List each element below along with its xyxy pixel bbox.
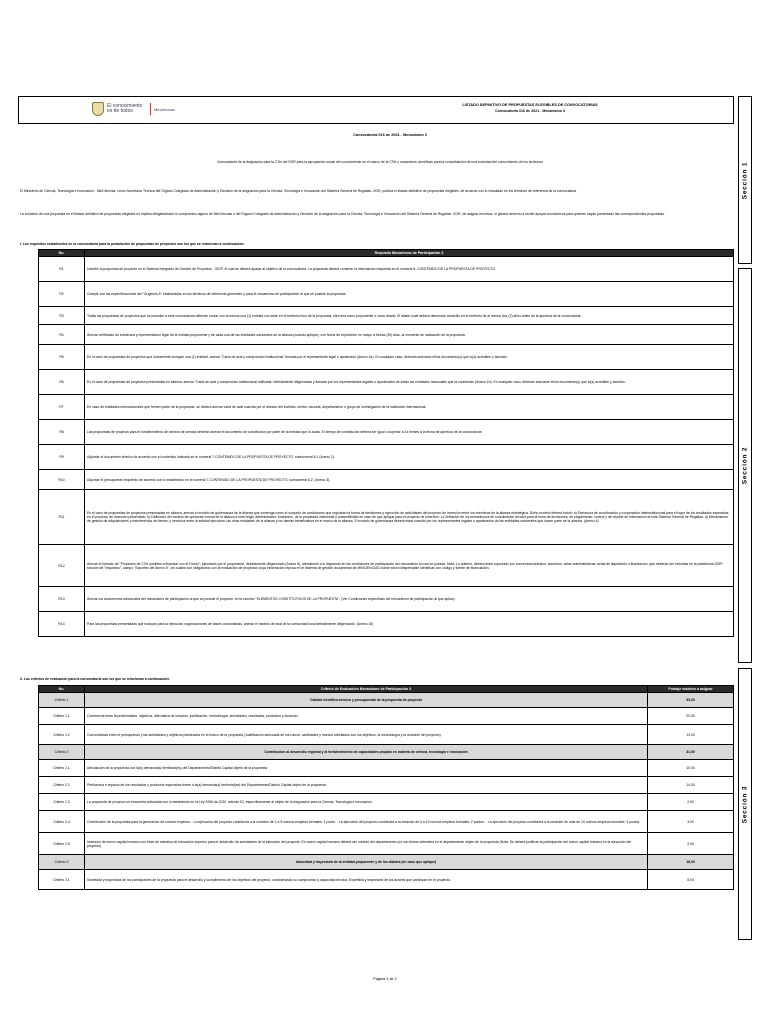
criterion-row — [39, 708, 734, 725]
requirement-id: R12 — [39, 545, 85, 587]
document-subtitle: Convocatoria 016 de 2021 - Mecanismo 3 — [495, 109, 565, 113]
criterion-points: 8,00 — [648, 870, 734, 890]
criterion-text: Pertinencia e impacto de los resultados y productos esperados frente a la(s) demanda(s) territorial(es) del Departamento/Distrito Capital objeto de la propuesta — [85, 777, 648, 794]
requirement-row — [39, 587, 734, 612]
call-description: Convocatoria de la Asignación para la CTeI del SGR para la apropiación social del conocimiento en el marco de la CTeI y vocaciones científicas para la consolidación de una sociedad del conocimiento de los territorios — [217, 160, 543, 164]
requirement-row — [39, 445, 734, 470]
criterion-points: 2,00 — [648, 833, 734, 855]
requirement-id: R4 — [39, 325, 85, 345]
requirement-row — [39, 370, 734, 395]
criterion-text: Articulación de la propuesta con la(s) demanda(s) territorial(es) del Departamento/Distrito Capital objeto de la propuesta — [85, 760, 648, 777]
requirement-row — [39, 345, 734, 370]
criterion-text: Contribución al desarrollo regional y al fortalecimiento de capacidades propias en materia de ciencia, tecnología e innovación — [85, 745, 648, 760]
requirement-text: En el caso de propuestas de proyectos que únicamente incluyan una (1) entidad, anexar "Carta de aval y compromiso institucional" firmada por el representante legal o apoderado (Anexo 1a). En cualquier caso, deberán anexarse el/los documento(s) que lo(s) acrediten y facultan. — [85, 345, 734, 370]
criterion-id: Criterio 2 — [39, 745, 85, 760]
criteria-col-criterion: Criterio de Evaluación Mecanismo de Participación 3 — [85, 686, 648, 693]
criterion-points: 33,00 — [648, 693, 734, 708]
logo-name: El conocimiento es de todos — [107, 102, 143, 114]
criterion-points: 13,00 — [648, 725, 734, 745]
criterion-row — [39, 794, 734, 811]
criterion-id: Criterio 2.4 — [39, 811, 85, 833]
requirement-id: R10 — [39, 470, 85, 490]
section-3-label: Sección 3 — [741, 785, 749, 823]
criterion-group-row — [39, 855, 734, 870]
requirement-text: Adjuntar el documento técnico de acuerdo con el contenido indicado en el numeral 7-CONTENIDO DE LA PROPUESTA DE PROYECTO, subnumeral 8.1 (Anexo 2). — [85, 445, 734, 470]
coat-of-arms-icon — [92, 102, 104, 116]
requirement-text: Anexar los documentos adicionales del mecanismo de participación al que se postule el proyecto, en la sección "ELEMENTOS CONSTITUTIVOS DE LA PROPUESTA". (Ver Condiciones específicas del mecanismo de participación al que aplica). — [85, 587, 734, 612]
criterion-id: Criterio 2.2 — [39, 777, 85, 794]
criterion-points: 2,00 — [648, 794, 734, 811]
criterion-id: Criterio 1 — [39, 693, 85, 708]
requirement-text: Las propuestas de proyecto para el fortalecimiento de centros de ciencia deberán anexar el documento de constitución por parte de la entidad que lo avala. El tiempo de constitución deberá ser igual o superior a 24 meses a la fecha de apertura de la convocatoria — [85, 420, 734, 445]
criterion-points: 20,00 — [648, 708, 734, 725]
criterion-text: Concordancia entre el presupuesto y las actividades y objetivos planteados en el marco de la propuesta (Justificación adecuada de los rubros, cantidades y montos solicitados con los objetivos, la metodología y la duración del proyecto). — [85, 725, 648, 745]
disclaimer-paragraph: La inclusión de una propuesta en el listado definitivo de propuestas elegibles no implica obligatoriedad ni compromiso alguno de MinCiencias o del Órgano Colegiado de Administración y Decisión de la asignación para la Ciencia, Tecnología e Innovación del Sistema General de Regalías -SGR, de asignar recursos, ni genera derecho a recibir apoyos económicos para quienes hayan presentado las correspondientes propuestas. — [20, 212, 665, 216]
section-2-label-box — [738, 268, 752, 663]
criterion-text: Contribución de la propuesta para la generación de nuevos empleos: - La ejecución del proyecto contribuirá a la creación de 1 a 5 nuevos empleos formales: 1 punto. - La ejecución del proyecto contribuirá a la creación de 6 a 10 nuevos empleos formales: 2 puntos. - La ejecución del proyecto contribuirá a la creación de más de 10 nuevos empleos formales: 3 puntos. — [85, 811, 648, 833]
requirement-id: R14 — [39, 612, 85, 637]
criterion-group-row — [39, 693, 734, 708]
requirements-col-no: No. — [39, 250, 85, 257]
criterion-group-row — [39, 745, 734, 760]
requirement-row — [39, 490, 734, 545]
intro-paragraph: El Ministerio de Ciencia, Tecnología e Innovación - MinCiencias, como Secretaría Técnica del Órgano Colegiado de Administración y Decisión de la asignación para la Ciencia, Tecnología e Innovación del Sistema General de Regalías -SGR, publica el listado definitivo de propuestas elegibles, de acuerdo con lo estudiado en los términos de referencia de la convocatoria — [20, 189, 577, 193]
criterion-text: Inversión de nuevo capital humano con título de estudios de educación superior para el desarrollo de actividades de la ejecución del proyecto. En nuevo capital humano deberá ser oriundo del departamento y/o con títulos obtenidos en el departamento objeto de la propuesta (Nota: Se deberá justificar la participación del nuevo capital humano en la ejecución del proyecto). — [85, 833, 648, 855]
criterion-id: Criterio 2.1 — [39, 760, 85, 777]
minciencias-logo — [92, 99, 192, 119]
requirement-row — [39, 325, 734, 345]
requirement-row — [39, 420, 734, 445]
call-heading: Convocatoria 016 de 2021 - Mecanismo 3 — [353, 133, 427, 137]
criterion-id: Criterio 2.5 — [39, 833, 85, 855]
criterion-row — [39, 777, 734, 794]
requirements-col-requirement: Requisito Mecanismo de Participación 3 — [85, 250, 734, 257]
requirement-row — [39, 395, 734, 420]
criterion-points: 18,00 — [648, 855, 734, 870]
requirement-text: Todas las propuestas de proyectos que se postulen a este convocatoria deberán contar con al menos una (1) entidad con sede en el territorio foco de la propuesta, bien sea como proponente o como aliado. El aliado local deberá demostrar domicilio en el territorio de al menos dos (2) años antes de la apertura de la convocatoria. — [85, 307, 734, 325]
requirement-text: Inscribir la propuesta de proyecto en el Sistema Integrado de Gestión de Proyectos - SIGP, el cual se deberá ajustar al objetivo de la convocatoria. La propuesta deberá contener la información requerida en el numeral 8- CONTENIDO DE LA PROPUESTA DE PROYECTO. — [85, 257, 734, 282]
page-number: Página 1 de 2 — [373, 977, 397, 981]
requirement-id: R7 — [39, 395, 85, 420]
requirement-id: R11 — [39, 490, 85, 545]
criterion-id: Criterio 1.1 — [39, 708, 85, 725]
document-title: LISTADO DEFINITIVO DE PROPUESTAS ELEGIBLES DE CONVOCATORIAS — [462, 103, 598, 107]
criterion-row — [39, 760, 734, 777]
criterion-points: 31,00 — [648, 745, 734, 760]
criterion-text: Calidad científico-técnica y presupuestal de la propuesta de proyecto — [85, 693, 648, 708]
requirement-text: Anexar el formato de "Proyectos de CTeI posibles a financiar con el Fondo", ejecutado por el proponente, debidamente diligenciado (Anexo 5), atendiendo a lo dispuesto en las condiciones de participación del mecanismo al cual se postula. Nota: Lo anterior, deberá estar soportado por convenios/contratos, acuerdos, actas administrativas, actas de liquidación o finalización, que deberán ser incluidas en la plataforma SIGP, sección de "requisitos", campo "Soportes del Anexo 5", los cuales son obligatorios con la evaluación de proyectos cuya información reposa en el sistema de gestión documental de MINCIENCIAS donde será indispensable identificar con código y fuente de financiación. — [85, 545, 734, 587]
requirement-row — [39, 545, 734, 587]
criterion-id: Criterio 2.3 — [39, 794, 85, 811]
requirement-text: En el caso de propuestas de proyectos presentadas en alianza, anexar el modelo de gobernanza de la alianza que contenga como el conjunto de condiciones que regularán la forma de decisiones y ejecución de actividades del proyecto de inversión entre los miembros de la alianza estratégica. Dicho modelo deberá incluir: a) Estructura de coordinación y cooperación interinstitucional para el logro de los resultados esperados en el proyecto de inversión presentado. b) Definición del modelo de operación formal de la alianza a nivel legal, administrativo, financiero, de la propiedad intelectual y sostenibilidad en caso de que aplique para el proyecto de inversión. c) Definición de los mecanismos de coordinación técnica para la toma de decisiones, de seguimiento, control y de reporte de información al ente Sistema General de Regalías. d) Mecanismos de gestión de adquisiciones y transferencia de bienes, y servicios entre la entidad ejecutora, las otras entidades de la alianza y los demás beneficiarios en el marco de la alianza. El modelo de gobernanza deberá estar suscrito por los representantes legales o apoderados de las entidades nacionales que hacen parte de la alianza. (Anexo 4) — [85, 490, 734, 545]
requirement-row — [39, 612, 734, 637]
requirement-id: R6 — [39, 370, 85, 395]
criterion-points: 10,00 — [648, 760, 734, 777]
section-1-label: Sección 1 — [741, 161, 749, 199]
criterion-id: Criterio 3.1 — [39, 870, 85, 890]
criterion-points: 3,00 — [648, 811, 734, 833]
criterion-row — [39, 833, 734, 855]
requirement-text: Anexar certificado de existencia y representación legal de la entidad proponente y de cada una de las entidades nacionales de la alianza (cuando aplique), con fecha de expedición no mayor a treinta (30) días, al momento de radicación de la propuesta. — [85, 325, 734, 345]
section-2-label: Sección 2 — [741, 446, 749, 485]
criteria-col-points: Puntaje máximo a asignar — [648, 686, 734, 693]
criteria-heading: II. Los criterios de evaluación para la convocatoria son los que se relacionan a continuación: — [20, 677, 170, 681]
requirement-text: En el caso de propuestas de proyectos presentadas en alianza, anexar "Carta de aval y compromiso institucional unificada" debidamente diligenciada y firmada por los representantes legales o apoderados de todas las entidades nacionales que la conforman (Anexo 1b). En cualquier caso, deberán anexarse el/los documento(s) que lo(s) acrediten y facultan. — [85, 370, 734, 395]
requirement-id: R8 — [39, 420, 85, 445]
requirement-id: R3 — [39, 307, 85, 325]
criterion-row — [39, 811, 734, 833]
requirements-table — [38, 249, 734, 637]
logo-separator — [150, 103, 151, 115]
requirement-id: R2 — [39, 282, 85, 307]
requirement-id: R9 — [39, 445, 85, 470]
criterion-text: Idoneidad y trayectoria de los participantes de la propuesta para el desarrollo y cumplimiento de los objetivos del proyecto, considerando su compromiso y capacidad técnica. Experticia y trayectoria de los actores que participan en el proyecto. — [85, 870, 648, 890]
requirement-id: R5 — [39, 345, 85, 370]
section-1-label-box — [738, 96, 752, 264]
requirement-text: Para las propuestas presentadas que incluyan para la ejecución organizaciones de bases comunitarias, anexar el modelo de aval de la comunidad local debidamente diligenciado. (Anexo 10) — [85, 612, 734, 637]
criterion-id: Criterio 1.2 — [39, 725, 85, 745]
requirement-row — [39, 470, 734, 490]
logo-sub: Minciencias — [154, 106, 175, 112]
criterion-text: Idoneidad y trayectoria de la entidad proponente y de los aliados (en caso que aplique) — [85, 855, 648, 870]
criteria-col-no: No. — [39, 686, 85, 693]
criterion-points: 14,00 — [648, 777, 734, 794]
criterion-row — [39, 870, 734, 890]
requirement-row — [39, 307, 734, 325]
requirement-row — [39, 257, 734, 282]
requirements-heading: I. Los requisitos establecidos en la convocatoria para la postulación de propuestas de proyectos son los que se relacionan a continuación: — [20, 242, 245, 246]
requirement-row — [39, 282, 734, 307]
criterion-id: Criterio 3 — [39, 855, 85, 870]
criteria-table — [38, 685, 734, 890]
requirement-text: En caso de entidades internacionales que formen parte de la propuesta, se deberá anexar carta de aval suscrita por el director del instituto, centro, escuela, departamento o grupo de investigación de la institución internacional. — [85, 395, 734, 420]
section-3-label-box — [738, 668, 752, 940]
criterion-text: La propuesta de proyecto se encuentra articulada con lo establecido en la Ley 2056 de 2020, artículo 52, específicamente al objeto de la Asignación para la Ciencia, Tecnología e Innovación. — [85, 794, 648, 811]
requirement-id: R13 — [39, 587, 85, 612]
requirement-text: Adjuntar el presupuesto requerido de acuerdo con lo establecido en el numeral 7-CONTENIDO DE LA PROPUESTA DE PROYECTO, subnumeral 8.2. (Anexo 3). — [85, 470, 734, 490]
requirement-id: R1 — [39, 257, 85, 282]
requirement-text: Cumplir con las especificaciones del "Orígenes A" establecidas en los términos de referencia generales y para el mecanismo de participación al que se postule la propuesta. — [85, 282, 734, 307]
criterion-text: Coherencia entre la problemática, objetivos, alternativa de solución, justificación, metodología, actividades, resultados, productos y duración. — [85, 708, 648, 725]
criterion-row — [39, 725, 734, 745]
